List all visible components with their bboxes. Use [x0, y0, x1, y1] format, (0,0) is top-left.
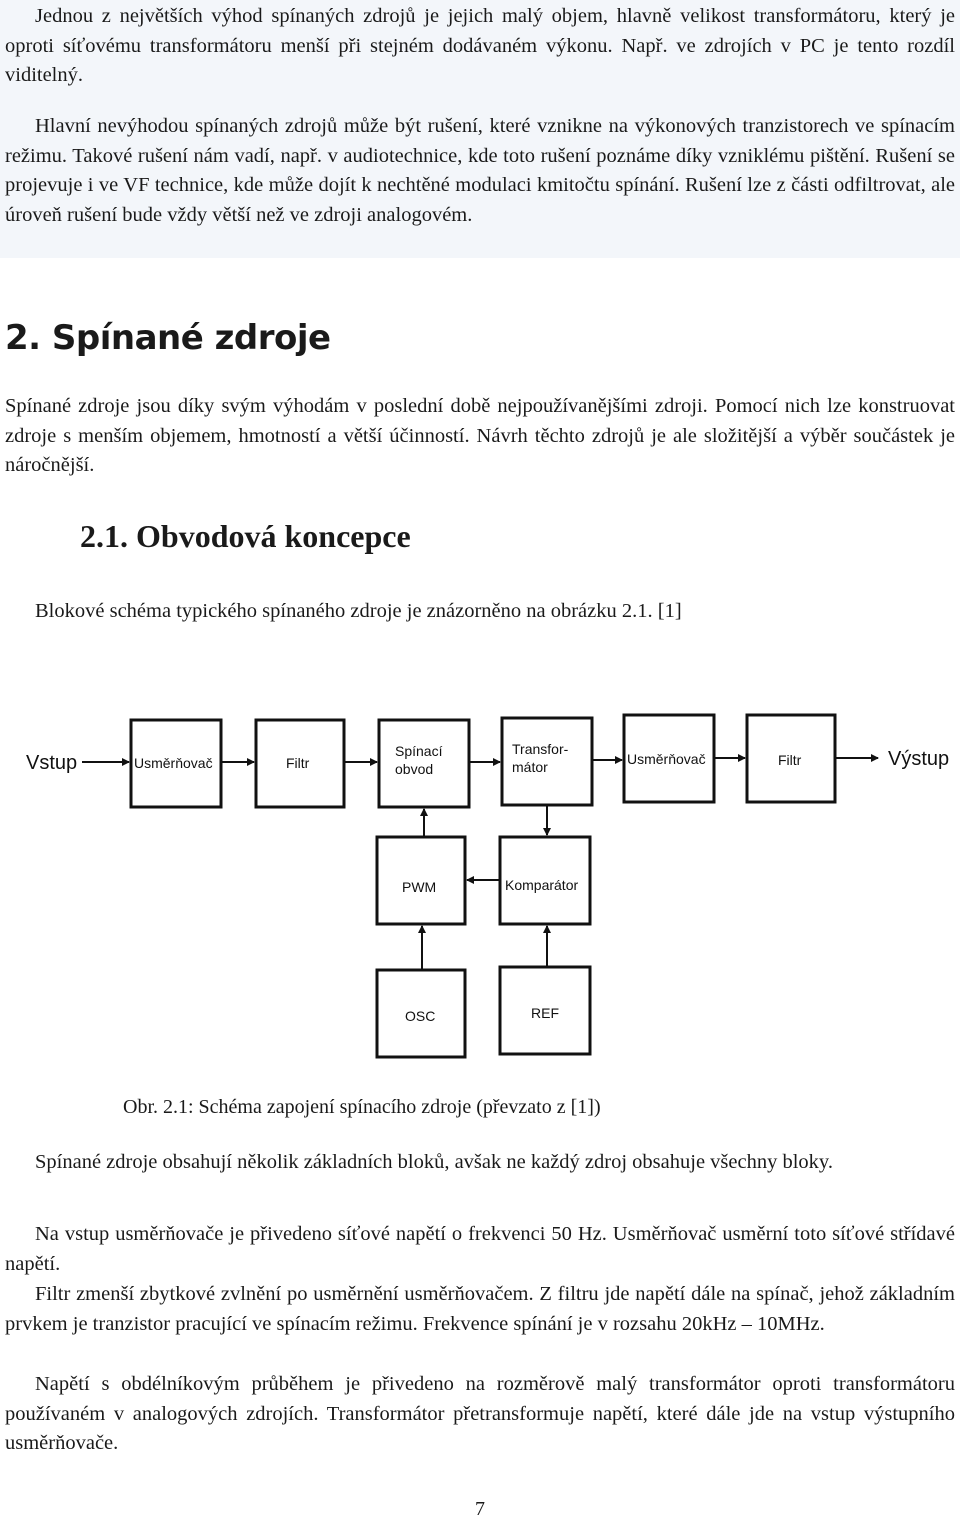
rectifier-in-label: Usměrňovač: [134, 755, 213, 771]
comparator-label: Komparátor: [505, 877, 579, 893]
switch-label-1: Spínací: [395, 743, 443, 759]
ref-label: REF: [531, 1005, 559, 1021]
body-paragraph-2: Na vstup usměrňovače je přivedeno síťové napětí o frekvenci 50 Hz. Usměrňovač usměrní toto síťové střídavé napětí.: [5, 1223, 955, 1275]
body-paragraph-1: Spínané zdroje obsahují několik základních bloků, avšak ne každý zdroj obsahuje všechny bloky.: [35, 1151, 833, 1173]
subsection-paragraph: Blokové schéma typického spínaného zdroje je znázorněno na obrázku 2.1. [1]: [35, 600, 682, 622]
figure-caption: Obr. 2.1: Schéma zapojení spínacího zdroje (převzato z [1]): [123, 1096, 601, 1118]
section-heading: 2. Spínané zdroje: [5, 318, 331, 358]
section-paragraph: Spínané zdroje jsou díky svým výhodám v poslední době nejpoužívanějšími zdroji. Pomocí nich lze konstruovat zdroje s menším objemem, hmotností a větší účinností. Návrh těchto zdrojů je ale složitější a výběr součástek je náročnější.: [5, 395, 955, 476]
intro-paragraph-2: Hlavní nevýhodou spínaných zdrojů může být rušení, které vznikne na výkonových tranzistorech ve spínacím režimu. Takové rušení nám vadí, např. v audiotechnice, kde toto rušení poznáme díky vzniklému pištění. Rušení se projevuje i ve VF technice, kde může dojít k nechtěné modulaci kmitočtu spínání. Rušení lze z části odfiltrovat, ale úroveň rušení bude vždy větší než ve zdroji analogovém.: [5, 115, 955, 226]
block-diagram: [0, 660, 960, 1090]
rectifier-out-label: Usměrňovač: [627, 751, 706, 767]
transformer-label-2: mátor: [512, 759, 548, 775]
subsection-heading: 2.1. Obvodová koncepce: [80, 518, 411, 554]
osc-label: OSC: [405, 1008, 436, 1024]
switch-label-2: obvod: [395, 761, 434, 777]
input-label: Vstup: [26, 752, 78, 774]
body-paragraph-3: Filtr zmenší zbytkové zvlnění po usměrnění usměrňovačem. Z filtru jde napětí dále na spínač, jehož základním prvkem je tranzistor pracující ve spínacím režimu. Frekvence spínání je v rozsahu 20kHz – 10MHz.: [5, 1283, 955, 1335]
transformer-label-1: Transfor-: [512, 741, 569, 757]
output-label: Výstup: [888, 748, 950, 770]
pwm-label: PWM: [402, 879, 437, 895]
intro-paragraph-1: Jednou z největších výhod spínaných zdrojů je jejich malý objem, hlavně velikost transformátoru, který je oproti síťovému transformátoru menší při stejném dodávaném výkonu. Např. ve zdrojích v PC je tento rozdíl viditelný.: [5, 5, 955, 86]
filter-in-label: Filtr: [286, 755, 310, 771]
filter-out-label: Filtr: [778, 752, 802, 768]
body-paragraph-4: Napětí s obdélníkovým průběhem je přivedeno na rozměrově malý transformátor oproti transformátoru používaném v analogových zdrojích. Transformátor přetransformuje napětí, které dále jde na vstup výstupního usměrňovače.: [5, 1373, 955, 1454]
page-number: 7: [475, 1498, 485, 1520]
